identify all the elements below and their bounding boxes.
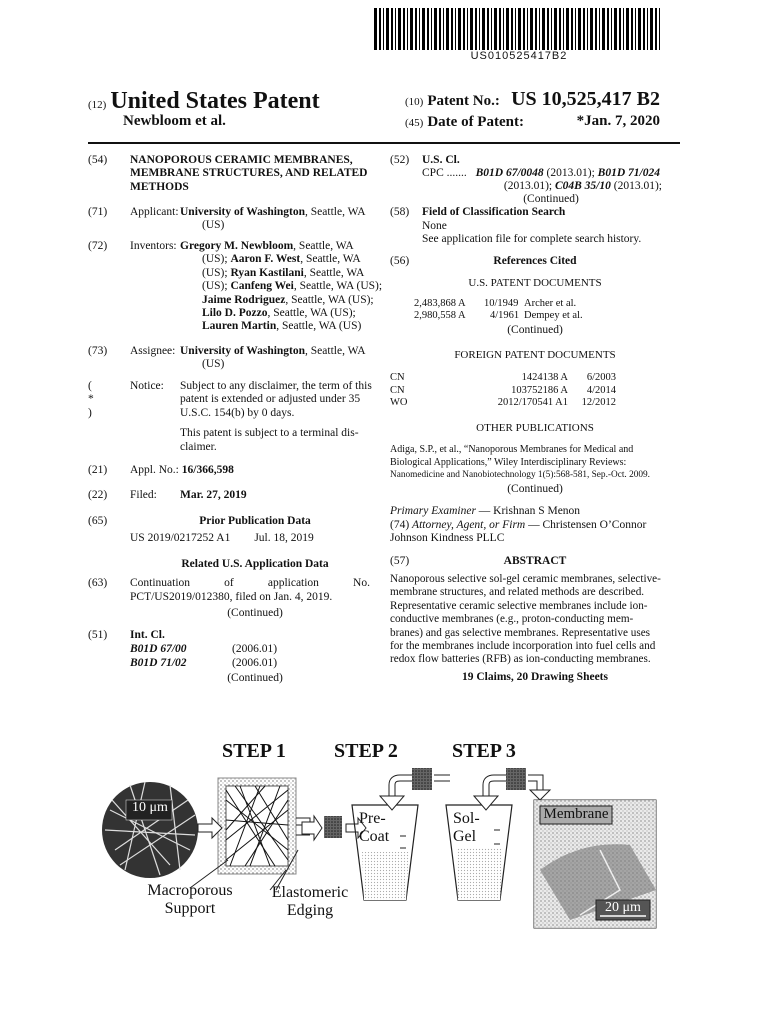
- barcode-bar: [575, 8, 576, 50]
- barcode-bar: [443, 8, 444, 50]
- title-block: NANOPOROUS CERAMIC MEMBRANES, MEMBRANE STRUCTURES, AND RELATED METHODS: [130, 154, 368, 193]
- barcode-bar: [523, 8, 525, 50]
- patent-number-line: (10) Patent No.:: [405, 93, 500, 109]
- membrane-step3: [506, 768, 526, 790]
- barcode-bar: [542, 8, 545, 50]
- header-country: (12) United States Patent: [88, 88, 320, 114]
- abstract-text: Nanoporous selective sol-gel ceramic membranes, selective- membrane structures, and related methods are described. Representative ceramic selective membranes include ion- conductive membranes (e.g., proton-conducting mem- branes) and gas selective membranes. Representative uses for the membranes include incorporation into fuel cells and redox flow batteries (RFB) as ion-conducting membranes.: [390, 573, 661, 666]
- date-line: (45) Date of Patent:: [405, 114, 524, 130]
- inventor-list: Gregory M. Newbloom, Seattle, WA (US); Aaron F. West, Seattle, WA (US); Ryan Kastilani, Seattle, WA (US); Canfeng Wei, Seattle, WA (US); Jaime Rodriguez, Seattle, WA (US); Lilo D. Pozzo, Seattle, WA (US); Lauren Martin, Seattle, WA (US): [180, 240, 383, 333]
- arrow-2: [302, 816, 322, 840]
- scale-label-1: 10 μm: [132, 800, 168, 815]
- barcode-bar: [434, 8, 437, 50]
- barcode-bar: [422, 8, 425, 50]
- barcode-bar: [487, 8, 489, 50]
- barcode-bar: [571, 8, 573, 50]
- barcode-bar: [611, 8, 612, 50]
- beaker-1-label: Pre- Coat: [359, 810, 390, 845]
- patent-type-title: United States Patent: [110, 88, 320, 114]
- examiner: Primary Examiner — Krishnan S Menon: [390, 505, 581, 517]
- barcode-bar: [655, 8, 657, 50]
- barcode-bar: [467, 8, 468, 50]
- barcode-bar: [419, 8, 420, 50]
- barcode-bar: [590, 8, 593, 50]
- step-2-label: STEP 2: [334, 740, 398, 762]
- barcode-bar: [631, 8, 633, 50]
- barcode-bar: [427, 8, 429, 50]
- barcode-bar: [647, 8, 648, 50]
- barcode-bar: [527, 8, 528, 50]
- step-3-label: STEP 3: [452, 740, 516, 762]
- barcode-bar: [379, 8, 381, 50]
- beaker-2-label: Sol- Gel: [453, 810, 480, 845]
- barcode-bar: [479, 8, 480, 50]
- header-rule: [88, 142, 680, 144]
- membrane-small: [324, 816, 342, 838]
- barcode-bar: [398, 8, 401, 50]
- barcode-bar: [470, 8, 473, 50]
- barcode-bar: [638, 8, 641, 50]
- barcode-bar: [614, 8, 617, 50]
- barcode-bar: [491, 8, 492, 50]
- foreign-patent-list: CN 1424138 A 6/2003 CN 103752186 A 4/2014 WO 2012/170541 A1 12/2012: [390, 372, 616, 408]
- barcode-bar: [446, 8, 449, 50]
- barcode-bar: [506, 8, 509, 50]
- related-heading: Related U.S. Application Data: [181, 558, 329, 570]
- barcode-bar: [554, 8, 557, 50]
- solgel-liquid: [456, 848, 503, 900]
- barcode-bar: [391, 8, 393, 50]
- barcode-bar: [503, 8, 504, 50]
- barcode-bar: [566, 8, 569, 50]
- barcode-bar: [403, 8, 405, 50]
- step-1-label: STEP 1: [222, 740, 286, 762]
- scale-label-2: 20 μm: [605, 900, 641, 915]
- barcode-bar: [494, 8, 497, 50]
- barcode-bar: [623, 8, 624, 50]
- barcode-bar: [530, 8, 533, 50]
- membrane-step2: [412, 768, 432, 790]
- us-patent-list: 2,483,868 A 10/1949 Archer et al. 2,980,558 A 4/1961 Dempey et al.: [414, 298, 583, 321]
- barcode-bar: [547, 8, 549, 50]
- barcode-bar: [395, 8, 396, 50]
- barcode-bar: [563, 8, 564, 50]
- other-publications: Adiga, S.P., et al., “Nanoporous Membranes for Medical and Biological Applications,” Wiley Interdisciplinary Reviews: Nanomedicine and Nanobiotechnology 1(5):568-581, Sep.-Oct. 2009.: [390, 444, 650, 480]
- barcode-bar: [407, 8, 408, 50]
- barcode-bar: [578, 8, 581, 50]
- figure-drawing: [100, 740, 670, 1010]
- barcode-bar: [458, 8, 461, 50]
- barcode-bar: [386, 8, 389, 50]
- barcode-bar: [383, 8, 384, 50]
- barcode-bar: [515, 8, 516, 50]
- barcode-bar: [463, 8, 465, 50]
- patent-number: US 10,525,417 B2: [511, 88, 660, 110]
- barcode-bar: [602, 8, 605, 50]
- barcode-bar: [535, 8, 537, 50]
- inventor-short: Newbloom et al.: [123, 113, 226, 129]
- barcode-bar: [583, 8, 585, 50]
- barcode-bar: [587, 8, 588, 50]
- representative-figure: [100, 740, 670, 1010]
- barcode-bar: [659, 8, 660, 50]
- barcode-bar: [626, 8, 629, 50]
- barcode-bar: [475, 8, 477, 50]
- barcode-bar: [451, 8, 453, 50]
- barcode-bar: [482, 8, 485, 50]
- barcode-bar: [643, 8, 645, 50]
- barcode-bar: [410, 8, 413, 50]
- edging-label: Elastomeric Edging: [271, 884, 349, 919]
- barcode-bar: [559, 8, 561, 50]
- membrane-label: Membrane: [543, 806, 609, 822]
- patent-date: *Jan. 7, 2020: [576, 113, 660, 129]
- field-74: (74) Attorney, Agent, or Firm — Christensen O’Connor Johnson Kindness PLLC: [390, 519, 647, 545]
- barcode-bar: [415, 8, 417, 50]
- barcode-bar: [595, 8, 597, 50]
- barcode-bar: [607, 8, 609, 50]
- barcode-bar: [539, 8, 540, 50]
- publication-number: US010525417B2: [470, 50, 568, 62]
- barcode-bar: [499, 8, 501, 50]
- barcode-bar: [599, 8, 600, 50]
- barcode-bar: [431, 8, 432, 50]
- barcode-bar: [619, 8, 621, 50]
- barcode-bar: [551, 8, 552, 50]
- barcode-bar: [455, 8, 456, 50]
- barcode: [374, 8, 664, 50]
- barcode-bar: [374, 8, 377, 50]
- barcode-bar: [635, 8, 636, 50]
- barcode-bar: [650, 8, 653, 50]
- barcode-bar: [439, 8, 441, 50]
- barcode-bar: [511, 8, 513, 50]
- barcode-bar: [518, 8, 521, 50]
- support-label: Macroporous Support: [147, 882, 233, 917]
